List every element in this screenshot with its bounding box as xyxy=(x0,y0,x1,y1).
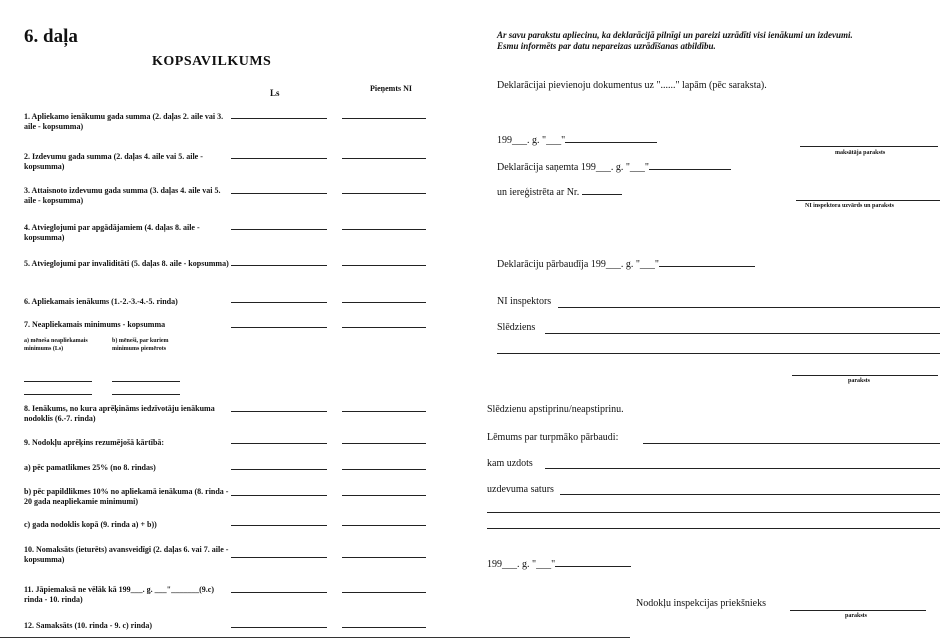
row-12-ls-field[interactable] xyxy=(231,627,327,628)
row-4-accepted-field[interactable] xyxy=(342,229,426,230)
page-bottom-edge xyxy=(0,637,630,638)
row-4-ls-field[interactable] xyxy=(231,229,327,230)
ni-inspector-field[interactable] xyxy=(558,307,940,308)
row-label-7: 7. Neapliekamais minimums - kopsumma xyxy=(24,320,166,329)
column-header-ls: Ls xyxy=(270,88,280,98)
row-label-8: 8. Ienākums, no kura aprēķināms iedzīvotāju ienākuma nodoklis (6.-7. rinda) xyxy=(24,404,215,423)
row-label-12: 12. Samaksāts (10. rinda - 9. c) rinda) xyxy=(24,621,153,630)
bottom-date-field[interactable] xyxy=(555,566,631,567)
payer-signature-line[interactable] xyxy=(800,146,938,147)
part-heading: 6. daļa xyxy=(24,26,78,47)
received-date-text: Deklarācija saņemta 199___. g. "___" xyxy=(497,162,650,173)
row-9c-accepted-field[interactable] xyxy=(342,525,426,526)
assigned-label: kam uzdots xyxy=(487,458,533,469)
payer-signature-caption: maksātāja paraksts xyxy=(835,150,886,156)
row-9b-accepted-field[interactable] xyxy=(342,495,426,496)
registration-text: un iereģistrēta ar Nr. xyxy=(497,187,580,198)
conclusion-signature-line[interactable] xyxy=(792,375,938,376)
row-9b-ls-field[interactable] xyxy=(231,495,327,496)
conclusion-field[interactable] xyxy=(545,333,940,334)
task-content-field[interactable] xyxy=(560,494,940,495)
inspection-chief-signature-caption: paraksts xyxy=(845,613,868,619)
row-2-ls-field[interactable] xyxy=(231,158,327,159)
row-8-ls-field[interactable] xyxy=(231,411,327,412)
row-6-ls-field[interactable] xyxy=(231,302,327,303)
row-label-11: 11. Jāpiemaksā ne vēlāk kā 199___. g. ___"_______(9.c) rinda - 10. rinda) xyxy=(24,585,214,604)
row-label-4: 4. Atvieglojumi par apgādājamiem (4. daļas 8. aile - kopsumma) xyxy=(24,223,200,242)
inspector-signature-caption: NI inspektora uzvārds un paraksts xyxy=(805,203,895,209)
decision-label: Lēmums par turpmāko pārbaudi: xyxy=(487,432,619,443)
row-7-accepted-field[interactable] xyxy=(342,327,426,328)
received-date-field[interactable] xyxy=(649,169,731,170)
received-date xyxy=(497,162,731,173)
row-2-accepted-field[interactable] xyxy=(342,158,426,159)
row-10-ls-field[interactable] xyxy=(231,557,327,558)
checked-date-text: Deklarāciju pārbaudīja 199___. g. "___" xyxy=(497,259,660,270)
task-content-field-3[interactable] xyxy=(487,528,940,529)
inspection-chief-signature-line[interactable] xyxy=(790,610,926,611)
row-5-accepted-field[interactable] xyxy=(342,265,426,266)
approval-text: Slēdzienu apstiprinu/neapstiprinu. xyxy=(487,404,624,415)
conclusion-signature-caption: paraksts xyxy=(848,378,871,384)
assigned-field[interactable] xyxy=(545,468,940,469)
row-9a-ls-field[interactable] xyxy=(231,469,327,470)
row-8-accepted-field[interactable] xyxy=(342,411,426,412)
declaration-line-2: Esmu informēts par datu nepareizas uzrādīšanas atbildību. xyxy=(497,41,716,51)
row-label-2: 2. Izdevumu gada summa (2. daļas 4. aile vai 5. aile - kopsumma) xyxy=(24,152,203,171)
conclusion-field-2[interactable] xyxy=(497,353,940,354)
row-1-accepted-field[interactable] xyxy=(342,118,426,119)
row-label-5: 5. Atvieglojumi par invaliditāti (5. daļas 8. aile - kopsumma) xyxy=(24,259,229,268)
row-1-ls-field[interactable] xyxy=(231,118,327,119)
task-content-field-2[interactable] xyxy=(487,512,940,513)
conclusion-label: Slēdziens xyxy=(497,322,536,333)
row-7b-field[interactable] xyxy=(112,381,180,382)
row-9-accepted-field[interactable] xyxy=(342,443,426,444)
decision-field[interactable] xyxy=(643,443,940,444)
row-label-6: 6. Apliekamais ienākums (1.-2.-3.-4.-5. rinda) xyxy=(24,297,178,306)
row-7-ls-field[interactable] xyxy=(231,327,327,328)
row-label-9c: c) gada nodoklis kopā (9. rinda a) + b)) xyxy=(24,520,157,529)
page-title: KOPSAVILKUMS xyxy=(152,54,272,69)
row-6-accepted-field[interactable] xyxy=(342,302,426,303)
row-12-accepted-field[interactable] xyxy=(342,627,426,628)
declaration-line-1: Ar savu parakstu apliecinu, ka deklarācijā pilnīgi un pareizi uzrādīti visi ienākumi un izdevumi. xyxy=(497,30,853,40)
registration-number-field[interactable] xyxy=(582,194,622,195)
registration xyxy=(497,187,622,198)
bottom-date-text: 199___. g. "___" xyxy=(487,559,556,570)
row-7b-field-2[interactable] xyxy=(112,394,180,395)
row-11-accepted-field[interactable] xyxy=(342,592,426,593)
signing-date-text: 199___. g. "___" xyxy=(497,135,566,146)
row-label-1: 1. Apliekamo ienākumu gada summa (2. daļas 2. aile vai 3. aile - kopsumma) xyxy=(24,112,224,131)
attached-documents: Deklarācijai pievienoju dokumentus uz "......" lapām (pēc saraksta). xyxy=(497,80,767,91)
row-11-ls-field[interactable] xyxy=(231,592,327,593)
signing-date xyxy=(497,135,657,146)
row-9c-ls-field[interactable] xyxy=(231,525,327,526)
bottom-date xyxy=(487,559,631,570)
row-9-ls-field[interactable] xyxy=(231,443,327,444)
inspector-signature-line[interactable] xyxy=(796,200,940,201)
row-label-3: 3. Attaisnoto izdevumu gada summa (3. daļas 4. aile vai 5. aile - kopsumma) xyxy=(24,186,221,205)
checked-date-field[interactable] xyxy=(659,266,755,267)
row-label-9a: a) pēc pamatlikmes 25% (no 8. rindas) xyxy=(24,463,156,472)
row-label-9b: b) pēc papildlikmes 10% no apliekamā ienākuma (8. rinda - 20 gada neapliekamie minimumi) xyxy=(24,487,229,506)
checked-date xyxy=(497,259,755,270)
row-9a-accepted-field[interactable] xyxy=(342,469,426,470)
task-content-label: uzdevuma saturs xyxy=(487,484,554,495)
row-10-accepted-field[interactable] xyxy=(342,557,426,558)
column-header-accepted: Pieņemts NI xyxy=(370,84,412,93)
row-5-ls-field[interactable] xyxy=(231,265,327,266)
signing-date-field[interactable] xyxy=(565,142,657,143)
row-3-ls-field[interactable] xyxy=(231,193,327,194)
row-7a-field-2[interactable] xyxy=(24,394,92,395)
inspection-chief-label: Nodokļu inspekcijas priekšnieks xyxy=(636,598,766,609)
row-7a-field[interactable] xyxy=(24,381,92,382)
row-7b-label: b) mēneši, par kuriem minimums piemērots xyxy=(112,338,169,352)
row-3-accepted-field[interactable] xyxy=(342,193,426,194)
row-label-10: 10. Nomaksāts (ieturēts) avansveidīgi (2. daļas 6. vai 7. aile - kopsumma) xyxy=(24,545,229,564)
row-7a-label: a) mēneša neapliekamais minimums (Ls) xyxy=(24,338,88,352)
declaration-text xyxy=(497,30,942,52)
row-label-9: 9. Nodokļu aprēķins rezumējošā kārtībā: xyxy=(24,438,165,447)
ni-inspector-label: NI inspektors xyxy=(497,296,552,307)
